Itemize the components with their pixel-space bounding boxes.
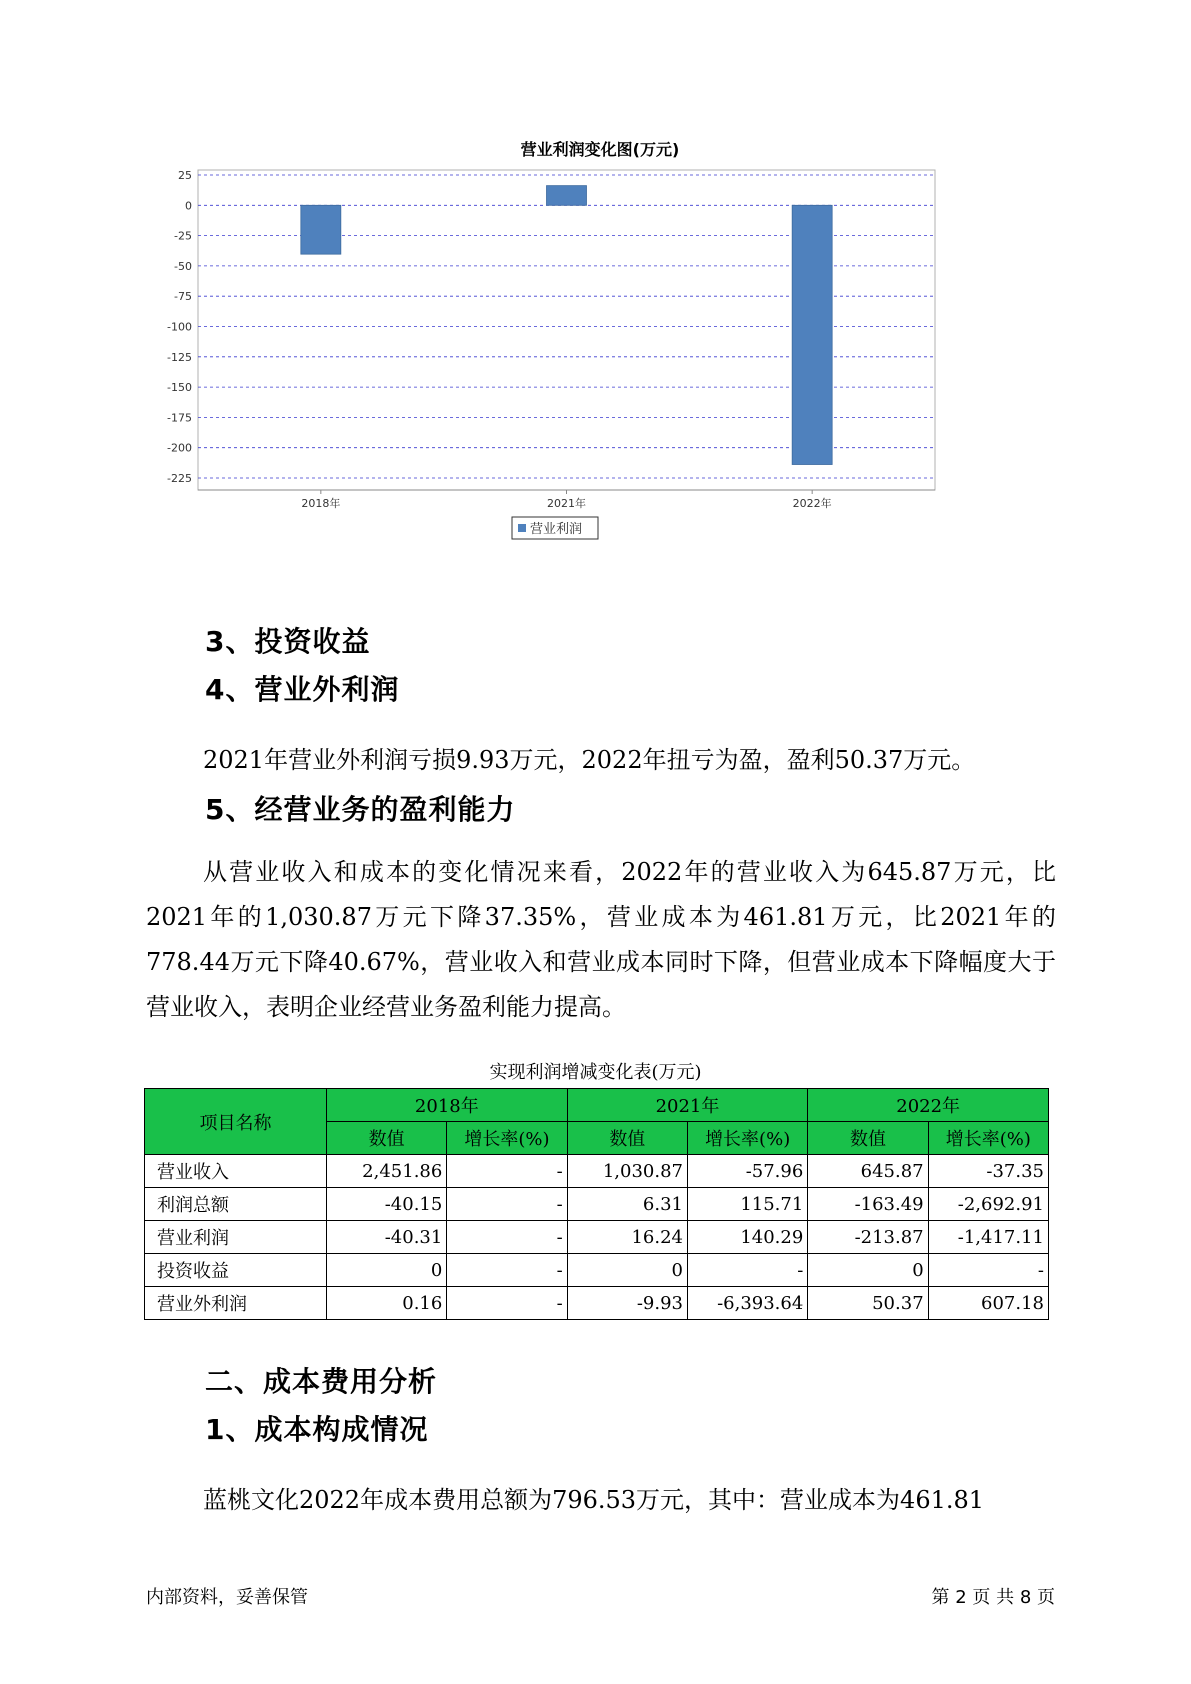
- table-cell: -57.96: [687, 1155, 807, 1188]
- header-year-2018: 2018年: [327, 1089, 568, 1122]
- table-cell: 2,451.86: [327, 1155, 447, 1188]
- table-row: [145, 1155, 1049, 1188]
- bar: [301, 205, 341, 254]
- x-tick-label: 2018年: [301, 497, 341, 510]
- table-cell: -2,692.91: [928, 1188, 1048, 1221]
- row-label: 营业利润: [145, 1221, 327, 1254]
- paragraph-cost-composition: 蓝桃文化2022年成本费用总额为796.53万元，其中：营业成本为461.81: [203, 1486, 985, 1514]
- table-cell: -: [687, 1254, 807, 1287]
- header-value: 数值: [567, 1122, 687, 1155]
- table-cell: -9.93: [567, 1287, 687, 1320]
- y-tick-label: -225: [167, 472, 192, 485]
- table-cell: -40.31: [327, 1221, 447, 1254]
- table-cell: -: [447, 1221, 567, 1254]
- legend-swatch: [518, 524, 526, 532]
- table-cell: 0: [808, 1254, 928, 1287]
- table-cell: 607.18: [928, 1287, 1048, 1320]
- table-cell: -37.35: [928, 1155, 1048, 1188]
- y-tick-label: -75: [174, 290, 192, 304]
- table-caption: 实现利润增减变化表(万元): [489, 1062, 702, 1083]
- footer-confidential: 内部资料，妥善保管: [146, 1587, 308, 1608]
- header-value: 数值: [327, 1122, 447, 1155]
- table-cell: -6,393.64: [687, 1287, 807, 1320]
- table-cell: -: [447, 1287, 567, 1320]
- header-growth-rate: 增长率(%): [928, 1122, 1048, 1155]
- table-cell: -: [928, 1254, 1048, 1287]
- y-tick-label: -100: [167, 320, 192, 334]
- table-row: [145, 1287, 1049, 1320]
- table-cell: -: [447, 1188, 567, 1221]
- header-growth-rate: 增长率(%): [687, 1122, 807, 1155]
- y-tick-label: -25: [174, 229, 192, 243]
- y-tick-label: -50: [174, 259, 192, 273]
- profit-change-table: [144, 1088, 1049, 1320]
- paragraph-non-operating-profit: 2021年营业外利润亏损9.93万元，2022年扭亏为盈，盈利50.37万元。: [203, 746, 976, 774]
- y-tick-label: 25: [178, 169, 192, 182]
- heading-investment-income: 3、投资收益: [205, 625, 371, 658]
- table-cell: 115.71: [687, 1188, 807, 1221]
- x-tick-label: 2021年: [547, 497, 586, 510]
- y-tick-label: -125: [167, 350, 192, 364]
- heading-non-operating-profit: 4、营业外利润: [205, 673, 400, 706]
- table-cell: 1,030.87: [567, 1155, 687, 1188]
- y-tick-label: -150: [167, 381, 192, 395]
- table-cell: 140.29: [687, 1221, 807, 1254]
- chart-title: 营业利润变化图(万元): [520, 140, 680, 159]
- table-row: [145, 1221, 1049, 1254]
- table-cell: 0.16: [327, 1287, 447, 1320]
- table-row: [145, 1254, 1049, 1287]
- x-tick-label: 2022年: [792, 497, 832, 510]
- table-cell: -1,417.11: [928, 1221, 1048, 1254]
- operating-profit-chart: [160, 130, 1030, 600]
- heading-cost-analysis: 二、成本费用分析: [205, 1365, 438, 1398]
- row-label: 营业收入: [145, 1155, 327, 1188]
- row-label: 营业外利润: [145, 1287, 327, 1320]
- table-cell: 6.31: [567, 1188, 687, 1221]
- header-item-name: 项目名称: [145, 1089, 327, 1155]
- header-value: 数值: [808, 1122, 928, 1155]
- table-row: [145, 1188, 1049, 1221]
- header-growth-rate: 增长率(%): [447, 1122, 567, 1155]
- row-label: 投资收益: [145, 1254, 327, 1287]
- footer-page-number: 第 2 页 共 8 页: [931, 1587, 1055, 1608]
- table-cell: -: [447, 1155, 567, 1188]
- header-year-2021: 2021年: [567, 1089, 808, 1122]
- table-cell: 0: [327, 1254, 447, 1287]
- table-cell: 16.24: [567, 1221, 687, 1254]
- table-cell: -40.15: [327, 1188, 447, 1221]
- table-cell: -213.87: [808, 1221, 928, 1254]
- table-cell: -163.49: [808, 1188, 928, 1221]
- y-tick-label: -200: [167, 441, 192, 455]
- y-tick-label: -175: [167, 411, 192, 425]
- bar: [792, 205, 832, 464]
- table-cell: 645.87: [808, 1155, 928, 1188]
- heading-profitability: 5、经营业务的盈利能力: [205, 793, 516, 826]
- y-tick-label: 0: [185, 199, 192, 213]
- row-label: 利润总额: [145, 1188, 327, 1221]
- bar: [547, 186, 587, 206]
- table-cell: 0: [567, 1254, 687, 1287]
- table-cell: 50.37: [808, 1287, 928, 1320]
- paragraph-profitability: 从营业收入和成本的变化情况来看，2022年的营业收入为645.87万元，比2021年的1,030.87万元下降37.35%，营业成本为461.81万元，比2021年的778.44万元下降40.67%，营业收入和营业成本同时下降，但营业成本下降幅度大于营业收入，表明企业经营业务盈利能力提高。: [146, 858, 1056, 1021]
- header-year-2022: 2022年: [808, 1089, 1049, 1122]
- table-cell: -: [447, 1254, 567, 1287]
- heading-cost-composition: 1、成本构成情况: [205, 1413, 429, 1446]
- legend-label: 营业利润: [530, 522, 583, 537]
